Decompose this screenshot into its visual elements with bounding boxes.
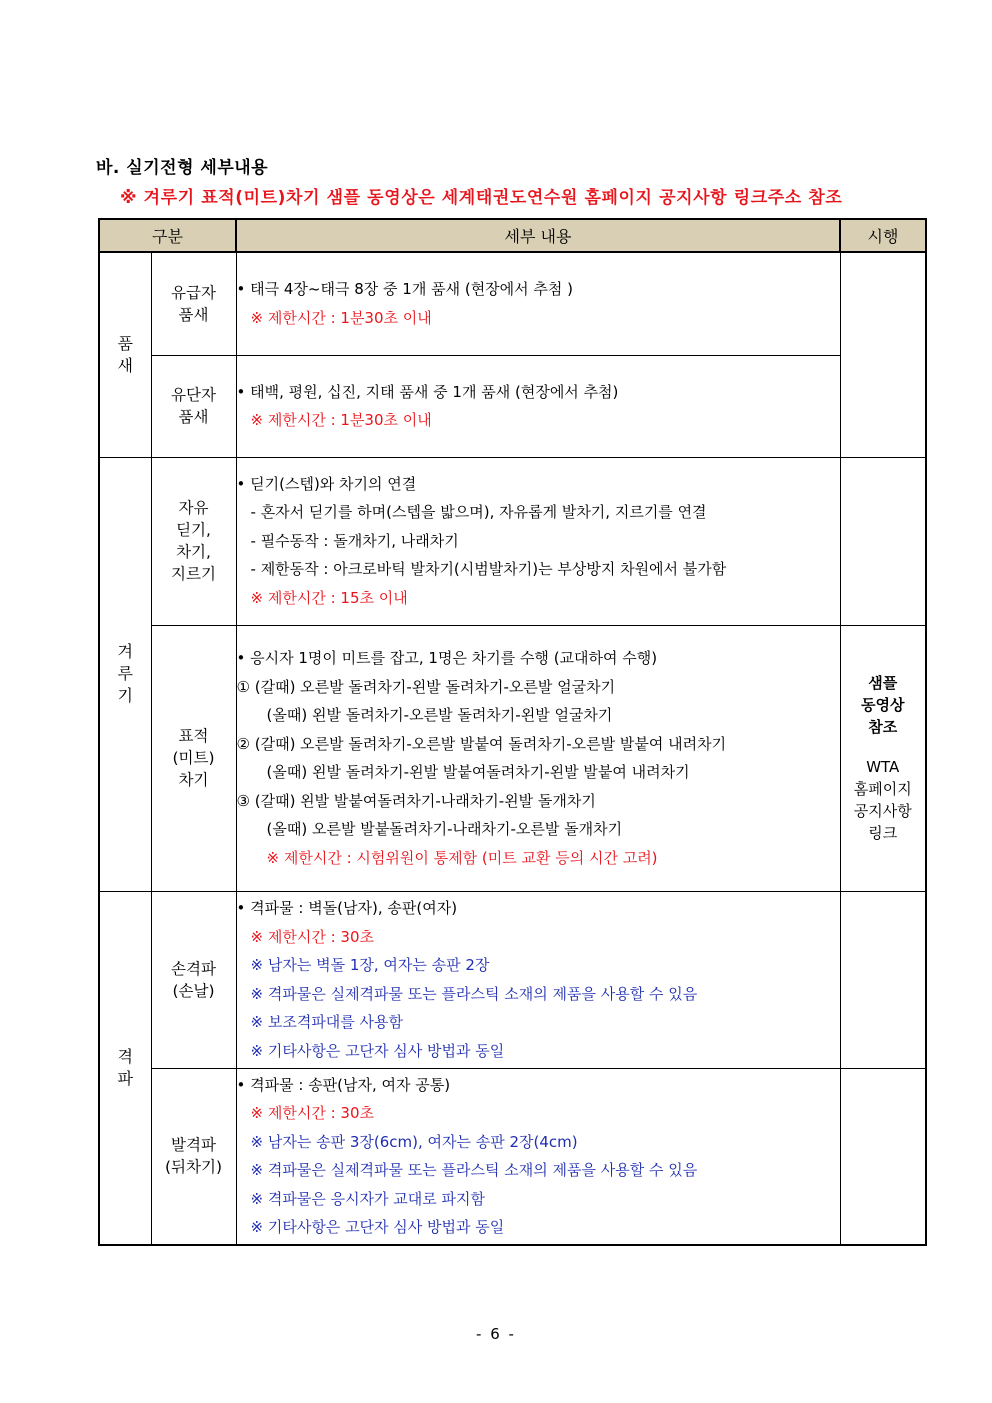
exec-cell-sample — [840, 625, 926, 891]
detail-line: • 태백, 평원, 십진, 지태 품새 중 1개 품새 (현장에서 추첨) — [236, 382, 619, 401]
detail-line: ② (갈때) 오른발 돌려차기-오른발 발붙여 돌려차기-오른발 발붙여 내려차기 — [236, 734, 727, 753]
table-row — [99, 1068, 926, 1245]
detail-cell — [236, 252, 840, 355]
detail-line: ※ 제한시간 : 1분30초 이내 — [250, 308, 432, 327]
detail-line: ※ 보조격파대를 사용함 — [250, 1013, 404, 1031]
detail-line: ※ 기타사항은 고단자 심사 방법과 동일 — [250, 1218, 505, 1236]
page-number: - 6 - — [476, 1325, 516, 1343]
exam-detail-table — [98, 218, 927, 1246]
detail-line: • 격파물 : 벽돌(남자), 송판(여자) — [236, 899, 458, 917]
detail-cell — [236, 1068, 840, 1245]
category-poomsae: 품 새 — [99, 252, 151, 457]
detail-cell — [236, 355, 840, 457]
detail-line: ※ 제한시간 : 15초 이내 — [250, 588, 408, 607]
exec-cell — [840, 457, 926, 625]
detail-line: ※ 격파물은 응시자가 교대로 파지함 — [250, 1189, 486, 1208]
detail-line: ③ (갈때) 왼발 발붙여돌려차기-나래차기-왼발 돌개차기 — [236, 791, 596, 810]
sub-kyorugi-free: 자유 딛기, 차기, 지르기 — [151, 457, 236, 625]
detail-line: ※ 제한시간 : 1분30초 이내 — [250, 411, 432, 429]
exec-wta-label: WTA 홈페이지 공지사항 링크 — [853, 758, 912, 842]
detail-line: ※ 기타사항은 고단자 심사 방법과 동일 — [250, 1041, 505, 1060]
detail-line: • 응시자 1명이 미트를 잡고, 1명은 차기를 수행 (교대하여 수행) — [236, 649, 658, 667]
detail-cell — [236, 891, 840, 1068]
sub-kyorugi-mitt: 표적 (미트) 차기 — [151, 625, 236, 891]
detail-line: - 제한동작 : 아크로바틱 발차기(시범발차기)는 부상방지 차원에서 불가함 — [250, 560, 727, 579]
sub-poomsae-dan: 유단자 품새 — [151, 355, 236, 457]
detail-line: (올때) 왼발 돌려차기-왼발 발붙여돌려차기-왼발 발붙여 내려차기 — [266, 763, 690, 781]
detail-line: - 혼자서 딛기를 하며(스텝을 밟으며), 자유롭게 발차기, 지르기를 연결 — [250, 503, 707, 522]
category-gyeokpa: 격 파 — [99, 891, 151, 1245]
table-row — [99, 625, 926, 891]
header-row — [99, 219, 926, 252]
detail-line: ※ 제한시간 : 30초 — [250, 927, 374, 946]
detail-line: ※ 제한시간 : 시험위원이 통제함 (미트 교환 등의 시간 고려) — [266, 848, 658, 867]
detail-line: ※ 격파물은 실제격파물 또는 플라스틱 소재의 제품을 사용할 수 있음 — [250, 984, 698, 1003]
detail-cell — [236, 625, 840, 891]
sub-gyeokpa-foot: 발격파 (뒤차기) — [151, 1068, 236, 1245]
sub-poomsae-kup: 유급자 품새 — [151, 252, 236, 355]
table-row — [99, 891, 926, 1068]
section-heading: 바. 실기전형 세부내용 — [96, 158, 269, 178]
detail-line: ① (갈때) 오른발 돌려차기-왼발 돌려차기-오른발 얼굴차기 — [236, 677, 616, 696]
table-row — [99, 457, 926, 625]
detail-line: • 태극 4장~태극 8장 중 1개 품새 (현장에서 추첨 ) — [236, 280, 574, 299]
detail-line: ※ 제한시간 : 30초 — [250, 1104, 374, 1122]
notice-line: ※ 겨루기 표적(미트)차기 샘플 동영상은 세계태권도연수원 홈페이지 공지사항 링크주소 참조 — [120, 188, 843, 208]
table-row — [99, 252, 926, 355]
detail-line: - 필수동작 : 돌개차기, 나래차기 — [250, 531, 459, 550]
exec-cell — [840, 891, 926, 1068]
detail-line: • 격파물 : 송판(남자, 여자 공통) — [236, 1075, 451, 1094]
table-row — [99, 355, 926, 457]
exec-cell — [840, 1068, 926, 1245]
detail-cell — [236, 457, 840, 625]
detail-line: ※ 격파물은 실제격파물 또는 플라스틱 소재의 제품을 사용할 수 있음 — [250, 1161, 698, 1179]
detail-line: (올때) 오른발 발붙돌려차기-나래차기-오른발 돌개차기 — [266, 820, 623, 838]
detail-line: (올때) 왼발 돌려차기-오른발 돌려차기-왼발 얼굴차기 — [266, 706, 613, 724]
header-detail: 세부 내용 — [236, 219, 840, 252]
header-exec: 시행 — [840, 219, 926, 252]
detail-line: • 딛기(스텝)와 차기의 연결 — [236, 474, 417, 493]
header-category: 구분 — [99, 219, 236, 252]
category-kyorugi: 겨 루 기 — [99, 457, 151, 891]
exec-sample-label: 샘플 동영상 참조 — [861, 674, 905, 736]
detail-line: ※ 남자는 송판 3장(6cm), 여자는 송판 2장(4cm) — [250, 1132, 578, 1151]
detail-line: ※ 남자는 벽돌 1장, 여자는 송판 2장 — [250, 956, 490, 974]
exec-cell — [840, 252, 926, 457]
sub-gyeokpa-hand: 손격파 (손날) — [151, 891, 236, 1068]
